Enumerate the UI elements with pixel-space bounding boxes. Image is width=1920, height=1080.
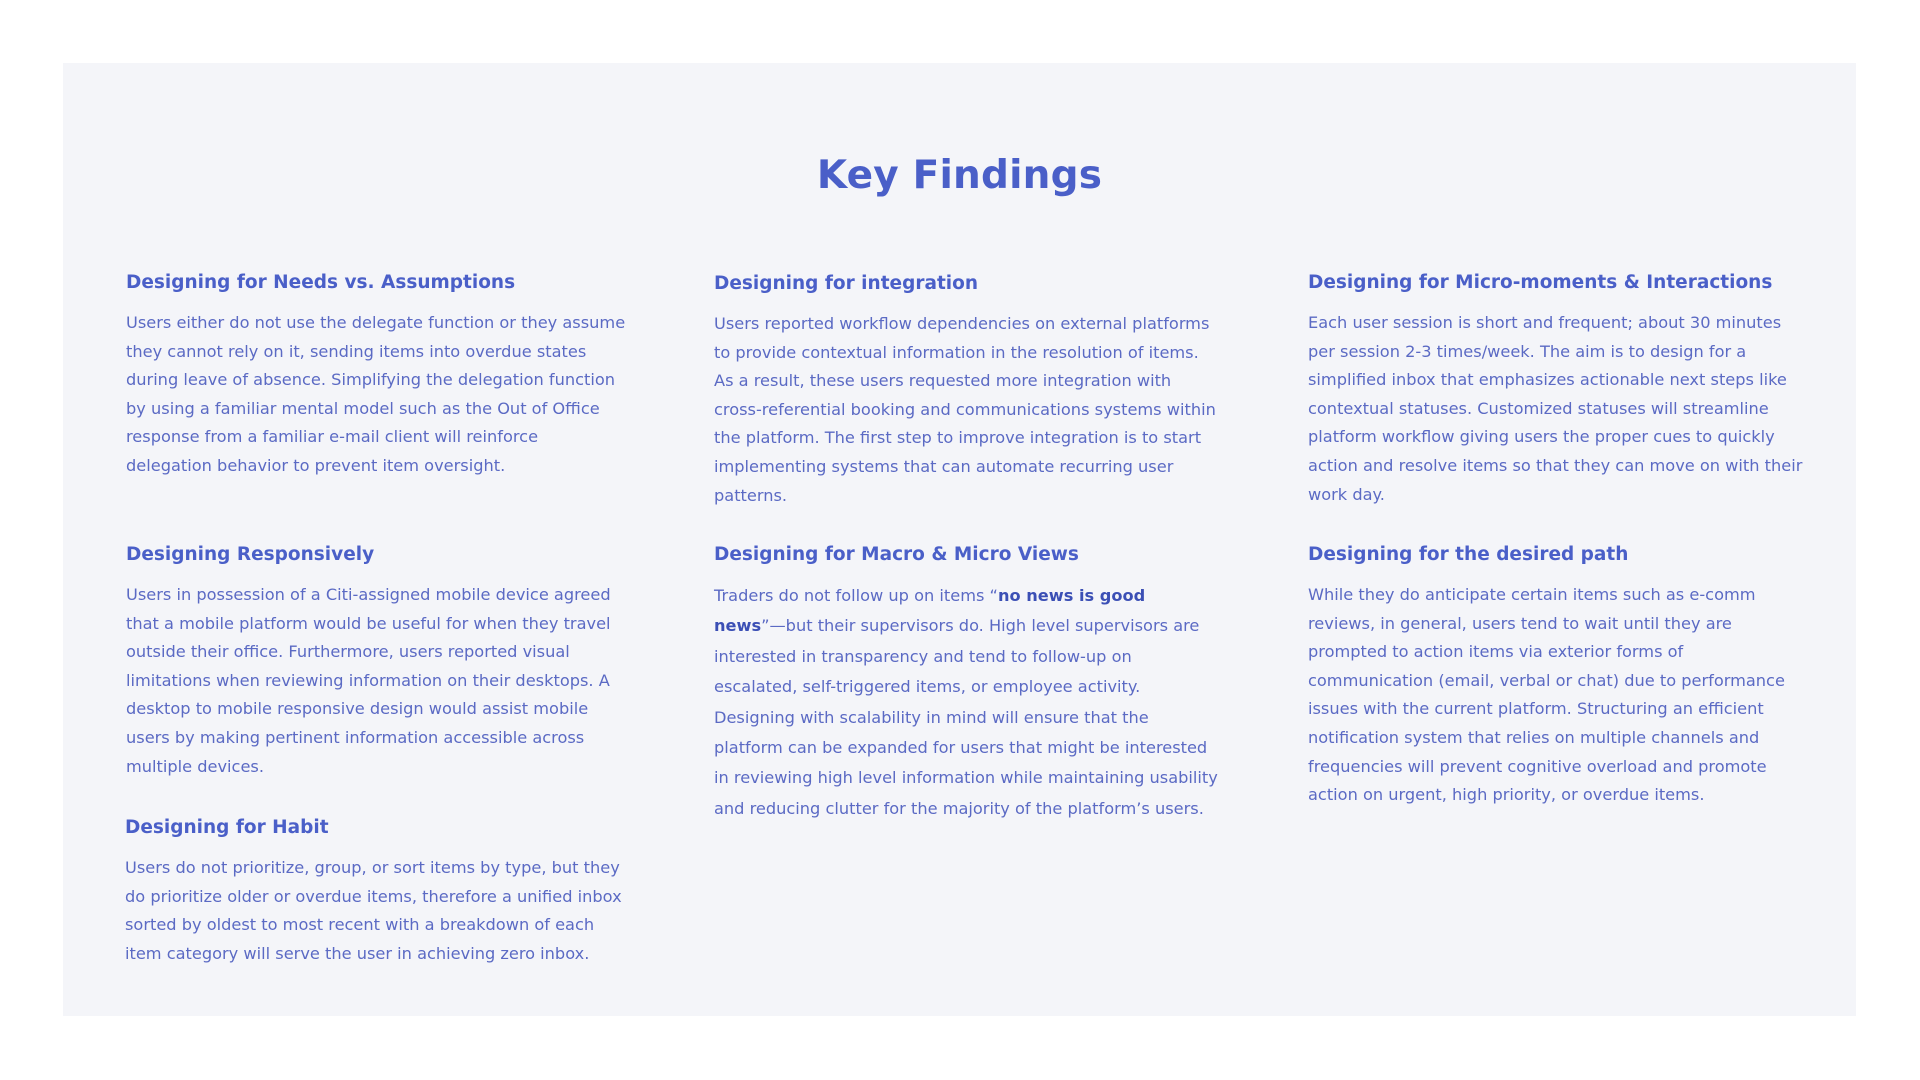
finding-body: Users do not prioritize, group, or sort items by type, but they do prioritize older or overdue items, therefore a unified inbox sorted by oldest to most recent with a breakdown of each item category will serve the user in achieving zero inbox. [125, 858, 622, 963]
finding-integration [714, 272, 1219, 510]
finding-body-text: ”—but their supervisors do. High level supervisors are interested in transparency and tend to follow-up on escalated, self-triggered items, or employee activity. Designing with scalability in mind will ensure that the platform can be expanded for users that might be interested in reviewing high level information while maintaining usability and reducing clutter for the majority of the platform’s users. [714, 616, 1218, 818]
finding-body: Each user session is short and frequent; about 30 minutes per session 2-3 times/week. The aim is to design for a simplified inbox that emphasizes actionable next steps like contextual statuses. Customized statuses will streamline platform workflow giving users the proper cues to quickly action and resolve items so that they can move on with their work day. [1308, 313, 1803, 504]
finding-heading: Designing for Habit [125, 817, 329, 838]
finding-body: Users reported workflow dependencies on external platforms to provide contextual information in the resolution of items. As a result, these users requested more integration with cross-referential booking and communications systems within the platform. The first step to improve integration is to start implementing systems that can automate recurring user patterns. [714, 314, 1216, 505]
finding-needs-vs-assumptions [126, 271, 626, 481]
page-title: Key Findings [816, 153, 1103, 198]
finding-responsively [126, 543, 626, 781]
finding-body: Users either do not use the delegate function or they assume they cannot rely on it, sending items into overdue states during leave of absence. Simplifying the delegation function by using a familiar mental model such as the Out of Office response from a familiar e-mail client will reinforce delegation behavior to prevent item oversight. [126, 313, 626, 476]
key-findings-panel [63, 63, 1856, 1016]
finding-body [714, 581, 1219, 824]
finding-heading: Designing for Needs vs. Assumptions [126, 272, 516, 293]
finding-body-emphasis: no news is good news [714, 586, 1146, 636]
finding-body: Users in possession of a Citi-assigned mobile device agreed that a mobile platform would be useful for when they travel outside their office. Furthermore, users reported visual limitations when reviewing information on their desktops. A desktop to mobile responsive design would assist mobile users by making pertinent information accessible across multiple devices. [126, 585, 611, 776]
finding-heading: Designing for Micro-moments & Interactions [1308, 272, 1773, 293]
finding-body: While they do anticipate certain items such as e-comm reviews, in general, users tend to wait until they are prompted to action items via exterior forms of communication (email, verbal or chat) due to performance issues with the current platform. Structuring an efficient notification system that relies on multiple channels and frequencies will prevent cognitive overload and promote action on urgent, high priority, or overdue items. [1308, 585, 1785, 805]
finding-heading: Designing for Macro & Micro Views [714, 544, 1079, 565]
finding-macro-micro-views [714, 543, 1219, 824]
finding-body-text: Traders do not follow up on items “ [714, 586, 998, 606]
finding-heading: Designing for integration [714, 273, 979, 294]
finding-habit [125, 816, 635, 968]
finding-heading: Designing Responsively [126, 544, 375, 565]
finding-micro-moments [1308, 271, 1808, 509]
finding-desired-path [1308, 543, 1808, 810]
finding-heading: Designing for the desired path [1308, 544, 1629, 565]
